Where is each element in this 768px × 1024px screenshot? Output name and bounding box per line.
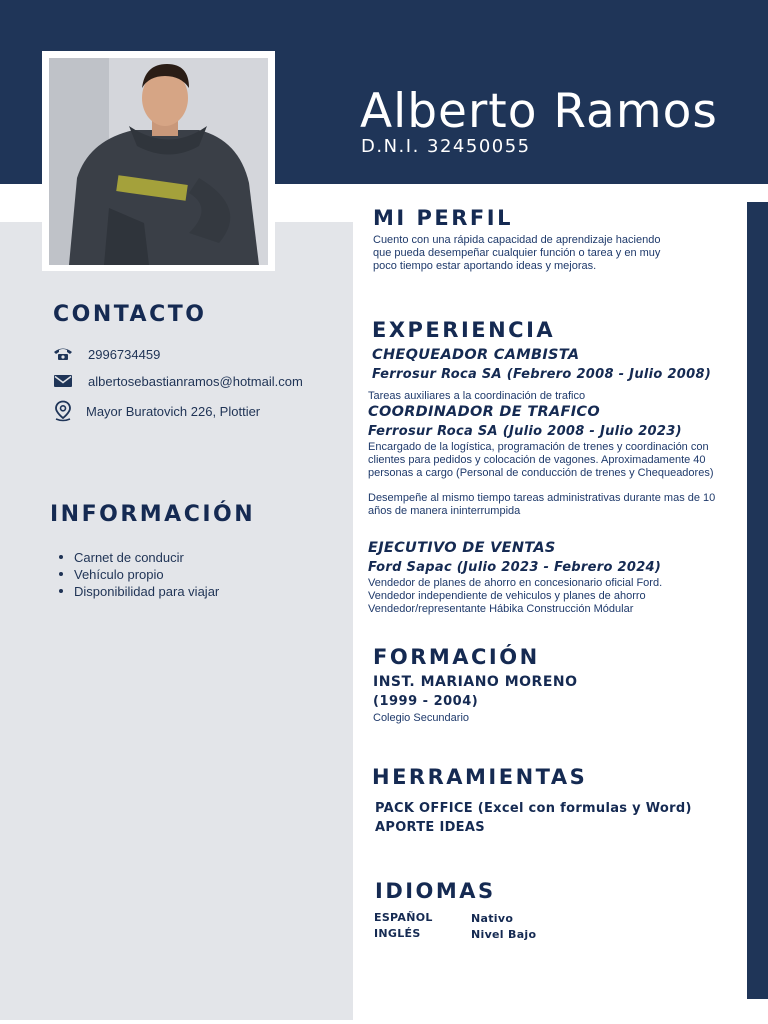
job-description: Vendedor de planes de ahorro en concesionario oficial Ford. [368,577,663,589]
education-school: INST. MARIANO MORENO [373,674,578,690]
contact-address: Mayor Buratovich 226, Plottier [86,403,261,419]
tools-item: APORTE IDEAS [375,820,485,835]
job-description: años de manera ininterrumpida [368,505,521,517]
contact-address-row [52,400,260,422]
job-company: Ford Sapac (Julio 2023 - Febrero 2024) [368,560,662,575]
contact-phone[interactable]: 2996734459 [88,346,161,362]
contact-heading: CONTACTO [53,302,207,327]
education-years: (1999 - 2004) [373,694,479,709]
candidate-name: Alberto Ramos [360,84,718,139]
profile-photo [49,58,268,265]
profile-heading: MI PERFIL [373,206,513,230]
education-level: Colegio Secundario [373,712,470,724]
location-pin-icon [52,400,74,422]
language-name: INGLÉS [374,927,421,940]
info-item: Disponibilidad para viajar [58,583,219,600]
job-description: Vendedor/representante Hábika Construcción Módular [368,603,634,615]
job-description: Encargado de la logística, programación de trenes y coordinación con [368,441,709,453]
profile-line: que pueda desempeñar cualquier función o tarea y en muy [373,247,661,259]
job-title: EJECUTIVO DE VENTAS [368,540,556,556]
job-description: personas a cargo (Personal de conducción de trenes y Chequeadores) [368,467,714,479]
candidate-dni: D.N.I. 32450055 [361,136,531,157]
job-description: Tareas auxiliares a la coordinación de trafico [368,390,586,402]
job-company: Ferrosur Roca SA (Febrero 2008 - Julio 2008) [372,367,712,382]
person-illustration [49,58,268,265]
tools-item: PACK OFFICE (Excel con formulas y Word) [375,801,692,816]
email-icon [52,373,74,389]
info-item: Carnet de conducir [58,549,219,566]
language-name: ESPAÑOL [374,911,433,924]
contact-phone-row [52,346,160,362]
job-title: CHEQUEADOR CAMBISTA [372,347,580,363]
info-heading: INFORMACIÓN [50,502,256,527]
profile-line: poco tiempo estar aportando ideas y mejoras. [373,260,597,272]
contact-email[interactable]: albertosebastianramos@hotmail.com [88,373,303,389]
experience-heading: EXPERIENCIA [372,318,556,342]
left-panel [0,222,353,1020]
phone-icon [52,346,74,362]
language-level: Nativo [471,912,514,925]
contact-email-row [52,373,303,389]
info-list [58,549,219,600]
tools-heading: HERRAMIENTAS [372,765,588,789]
right-accent-bar [747,202,768,999]
language-level: Nivel Bajo [471,928,537,941]
job-description: clientes para pedidos y colocación de vagones. Aproximadamente 40 [368,454,706,466]
languages-heading: IDIOMAS [375,879,496,903]
info-item: Vehículo propio [58,566,219,583]
education-heading: FORMACIÓN [373,645,540,669]
job-description: Vendedor independiente de vehiculos y planes de ahorro [368,590,646,602]
job-title: COORDINADOR DE TRAFICO [368,404,600,420]
profile-line: Cuento con una rápida capacidad de aprendizaje haciendo [373,234,661,246]
job-company: Ferrosur Roca SA (Julio 2008 - Julio 2023) [368,424,682,439]
job-description: Desempeñe al mismo tiempo tareas administrativas durante mas de 10 [368,492,716,504]
